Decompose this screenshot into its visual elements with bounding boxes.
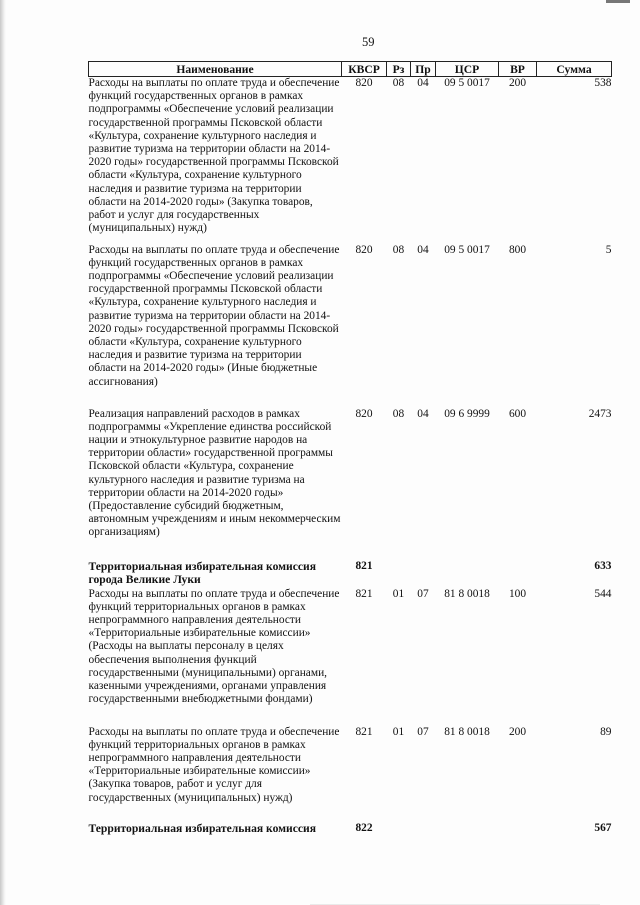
header-rz: Рз	[387, 62, 411, 77]
cell-name: Территориальная избирательная комиссия города Великие Луки	[88, 559, 316, 586]
table-row	[89, 588, 612, 726]
cell-pr: 07	[417, 725, 429, 738]
cell-name: Реализация направлений расходов в рамках подпрограммы «Укрепление единства российской нации и этнокультурное развитие народов на территории области» государственной программы Псковской области «Культура, сохранение культурного наследия и развитие туризма на территории области на 2014-2020 годы» (Предоставление субсидий бюджетным, автономным учреждениям и иным некоммерческим организациям)	[88, 407, 341, 539]
scan-mark	[606, 0, 630, 3]
page-number: 59	[362, 35, 375, 49]
cell-pr	[411, 560, 436, 588]
cell-rz: 08	[392, 407, 405, 420]
cell-vr	[499, 822, 537, 838]
cell-csr	[436, 822, 499, 838]
cell-sum: 567	[594, 821, 612, 834]
header-vr: ВР	[499, 62, 537, 77]
cell-kvsr: 820	[355, 77, 373, 89]
table-row	[89, 77, 612, 244]
cell-pr	[411, 822, 436, 838]
cell-rz: 01	[392, 725, 405, 738]
cell-vr: 600	[508, 407, 527, 420]
cell-name: Расходы на выплаты по оплате труда и обеспечение функций территориальных органов в рамках непрограммного направления деятельности «Территориальные избирательные комиссии» (Закупка товаров, работ и услуг для государственных (муниципальных) нужд)	[88, 725, 340, 804]
cell-kvsr: 820	[355, 407, 373, 420]
table-header	[89, 62, 612, 77]
table-row	[89, 244, 612, 408]
cell-name: Территориальная избирательная комиссия	[88, 821, 316, 835]
cell-pr: 04	[417, 77, 429, 89]
scan-edge-shadow	[0, 0, 6, 905]
cell-kvsr: 821	[355, 559, 373, 572]
cell-kvsr: 822	[355, 821, 373, 834]
header-pr: Пр	[411, 62, 436, 77]
table-row	[89, 408, 612, 560]
cell-csr: 81 8 0018	[444, 587, 490, 600]
cell-vr: 200	[508, 77, 527, 89]
cell-sum: 544	[594, 587, 612, 600]
cell-pr: 04	[417, 243, 429, 256]
cell-rz	[387, 560, 411, 588]
cell-vr: 100	[508, 587, 527, 600]
table-group-row	[89, 560, 612, 588]
cell-rz: 08	[392, 77, 405, 89]
cell-name: Расходы на выплаты по оплате труда и обеспечение функций территориальных органов в рамках непрограммного направления деятельности «Территориальные избирательные комиссии» (Расходы на выплаты персоналу в целях обеспечения выполнения функций государственными (муниципальными) органами, казенными учреждениями, органами управления государственными внебюджетными фондами)	[88, 587, 340, 706]
cell-kvsr: 820	[355, 243, 373, 256]
cell-sum: 5	[605, 243, 612, 256]
cell-rz	[387, 822, 411, 838]
cell-pr: 07	[417, 587, 429, 600]
cell-sum: 2473	[588, 407, 612, 420]
header-sum: Сумма	[537, 62, 612, 77]
header-csr: ЦСР	[436, 62, 499, 77]
cell-sum: 633	[594, 559, 612, 572]
cell-name: Расходы на выплаты по оплате труда и обеспечение функций государственных органов в рамках подпрограммы «Обеспечение условий реализации государственной программы Псковской области «Культура, сохранение культурного наследия и развитие туризма на территории области на 2014-2020 годы» государственной программы Псковской области «Культура, сохранение культурного наследия и развитие туризма на территории области на 2014-2020 годы» (Закупка товаров, работ и услуг для государственных (муниципальных) нужд)	[88, 77, 340, 235]
cell-kvsr: 821	[355, 587, 373, 600]
table-group-row	[89, 822, 612, 838]
cell-csr: 09 5 0017	[444, 243, 490, 256]
cell-vr	[499, 560, 537, 588]
cell-pr: 04	[417, 407, 429, 420]
cell-name: Расходы на выплаты по оплате труда и обеспечение функций государственных органов в рамках подпрограммы «Обеспечение условий реализации государственной программы Псковской области «Культура, сохранение культурного наследия и развитие туризма на территории области на 2014-2020 годы» государственной программы Псковской области «Культура, сохранение культурного наследия и развитие туризма на территории области на 2014-2020 годы» (Иные бюджетные ассигнования)	[88, 243, 340, 388]
cell-csr: 81 8 0018	[444, 725, 490, 738]
cell-csr: 09 6 9999	[444, 407, 490, 420]
header-name: Наименование	[89, 62, 342, 77]
cell-csr: 09 5 0017	[444, 77, 490, 89]
cell-rz: 08	[392, 243, 405, 256]
cell-rz: 01	[392, 587, 405, 600]
header-kvsr: КВСР	[342, 62, 387, 77]
cell-vr: 800	[508, 243, 527, 256]
cell-kvsr: 821	[355, 725, 373, 738]
budget-table	[88, 61, 612, 838]
cell-sum: 89	[600, 725, 612, 738]
cell-vr: 200	[508, 725, 527, 738]
cell-sum: 538	[594, 77, 612, 89]
cell-csr	[436, 560, 499, 588]
table-row	[89, 726, 612, 822]
